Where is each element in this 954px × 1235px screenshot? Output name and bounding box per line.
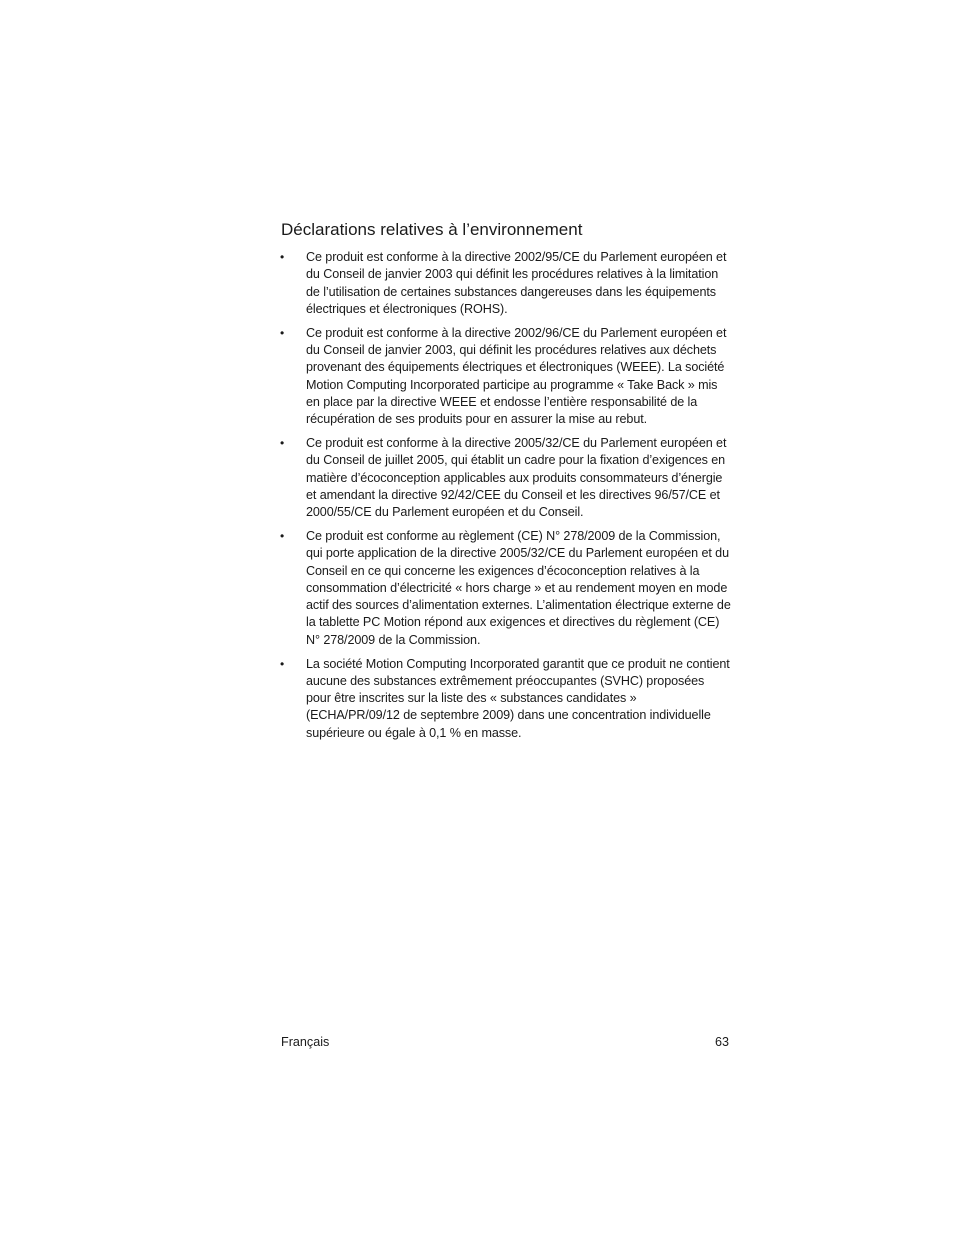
bullet-icon: •	[280, 656, 285, 671]
bullet-list	[280, 249, 732, 749]
list-item	[280, 249, 732, 318]
list-item	[280, 528, 732, 649]
list-item-text: Ce produit est conforme au règlement (CE) N° 278/2009 de la Commission, qui porte application de la directive 2005/32/CE du Parlement européen et du Conseil en ce qui concerne les exigences d’écoconception relatives à la consommation d’électricité « hors charge » et au rendement moyen en mode actif des sources d’alimentation externes. L’alimentation électrique externe de la tablette PC Motion répond aux exigences et directives du règlement (CE) N° 278/2009 de la Commission.	[306, 528, 731, 647]
list-item	[280, 435, 732, 521]
list-item-text: Ce produit est conforme à la directive 2002/95/CE du Parlement européen et du Conseil de janvier 2003 qui définit les procédures relatives à la limitation de l’utilisation de certaines substances dangereuses dans les équipements électriques et électroniques (ROHS).	[306, 250, 727, 316]
bullet-icon: •	[280, 435, 285, 450]
list-item	[280, 656, 732, 742]
page-number: 63	[714, 1035, 729, 1049]
list-item-text: La société Motion Computing Incorporated garantit que ce produit ne contient aucune des substances extrêmement préoccupantes (SVHC) proposées pour être inscrites sur la liste des « substances candidates » (ECHA/PR/09/12 de septembre 2009) dans une concentration individuelle supérieure ou égale à 0,1 % en masse.	[306, 656, 730, 740]
list-item	[280, 325, 732, 429]
list-item-text: Ce produit est conforme à la directive 2005/32/CE du Parlement européen et du Conseil de juillet 2005, qui établit un cadre pour la fixation d’exigences en matière d’écoconception applicables aux produits consommateurs d’énergie et amendant la directive 92/42/CEE du Conseil et les directives 96/57/CE et 2000/55/CE du Parlement européen et du Conseil.	[306, 435, 727, 520]
list-item-text: Ce produit est conforme à la directive 2002/96/CE du Parlement européen et du Conseil de janvier 2003, qui définit les procédures relatives aux déchets provenant des équipements électriques et électroniques (WEEE). La société Motion Computing Incorporated participe au programme « Take Back » mis en place par la directive WEEE et endosse l’entière responsabilité de la récupération de ses produits pour en assurer la mise au rebut.	[306, 325, 727, 427]
footer-language: Français	[281, 1035, 330, 1049]
section-title: Déclarations relatives à l’environnement	[281, 220, 583, 239]
bullet-icon: •	[280, 528, 285, 543]
bullet-icon: •	[280, 325, 285, 340]
bullet-icon: •	[280, 250, 285, 264]
